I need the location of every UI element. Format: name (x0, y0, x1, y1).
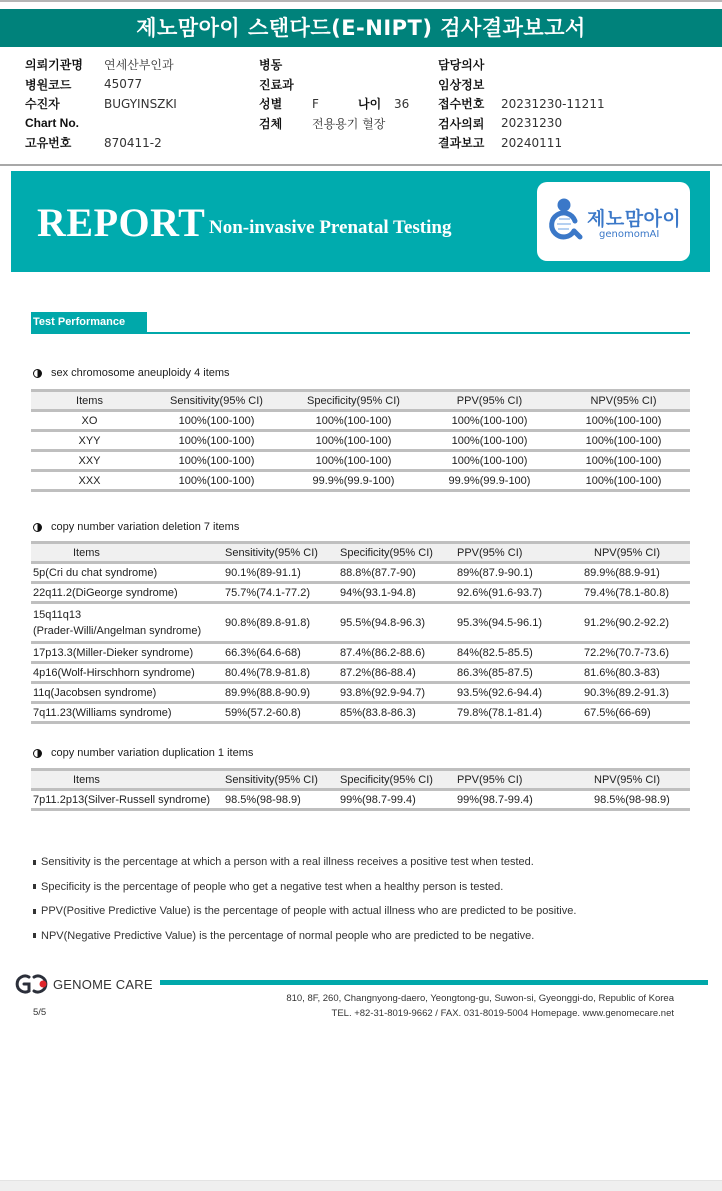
note-item (33, 924, 576, 949)
cell-item: XXX (31, 471, 148, 491)
header-sensitivity: Sensitivity(95% CI) (148, 391, 285, 411)
cell-item: 11q(Jacobsen syndrome) (31, 683, 223, 703)
table-row (31, 563, 690, 583)
label-sex: 성별 (259, 97, 283, 112)
label-result-report: 결과보고 (438, 136, 485, 151)
cell-item-line2: (Prader-Willi/Angelman syndrome) (33, 624, 202, 637)
value-patient: BUGYINSZKI (104, 96, 177, 111)
table-header-row (31, 770, 690, 790)
cell-ppv: 95.3%(94.5-96.1) (455, 603, 582, 643)
table-row (31, 790, 690, 810)
cell-sensitivity: 90.8%(89.8-91.8) (223, 603, 338, 643)
label-receipt-number: 접수번호 (438, 97, 485, 112)
cell-npv: 89.9%(88.9-91) (582, 563, 690, 583)
bottom-strip (0, 1180, 722, 1191)
table-row (31, 643, 690, 663)
table-row (31, 663, 690, 683)
logo-english-text: genomomAI (599, 229, 660, 240)
label-doctor: 담당의사 (438, 58, 485, 73)
group-title-text: copy number variation duplication 1 items (51, 747, 254, 759)
note-text: Specificity is the percentage of people who get a negative test when a healthy person is tested. (41, 880, 504, 893)
genomom-mark-icon (548, 197, 584, 243)
cell-sensitivity: 100%(100-100) (148, 451, 285, 471)
cell-specificity: 95.5%(94.8-96.3) (338, 603, 455, 643)
info-column-3 (438, 55, 605, 153)
value-test-request: 20231230 (501, 116, 563, 131)
label-age: 나이 (358, 97, 382, 112)
info-column-2 (259, 55, 409, 133)
document-title: 제노맘아이 스탠다드(E-NIPT) 검사결과보고서 (0, 9, 722, 47)
cell-ppv: 92.6%(91.6-93.7) (455, 583, 582, 603)
cell-specificity: 99.9%(99.9-100) (285, 471, 422, 491)
table-row (31, 471, 690, 491)
cell-npv: 100%(100-100) (557, 451, 690, 471)
header-items: Items (31, 391, 148, 411)
header-npv: NPV(95% CI) (582, 543, 690, 563)
address-text: 810, 8F, 260, Changnyong-daero, Yeongtong-gu, Suwon-si, Gyeonggi-do, Republic of Korea (286, 993, 674, 1004)
label-department: 진료과 (259, 77, 294, 92)
header-sensitivity: Sensitivity(95% CI) (223, 770, 338, 790)
genomom-logo (537, 182, 690, 261)
bullet-icon (33, 884, 36, 889)
value-result-report: 20240111 (501, 135, 563, 150)
cell-item: 7q11.23(Williams syndrome) (31, 703, 223, 723)
bullet-icon (33, 909, 36, 914)
group-title-deletion (33, 521, 239, 533)
contact-text: TEL. +82-31-8019-9662 / FAX. 031-8019-5004 Homepage. www.genomecare.net (331, 1008, 674, 1019)
cell-item: 5p(Cri du chat syndrome) (31, 563, 223, 583)
table-row (31, 603, 690, 643)
cell-sensitivity: 89.9%(88.8-90.9) (223, 683, 338, 703)
header-items: Items (31, 543, 223, 563)
cell-item: XYY (31, 431, 148, 451)
value-age: 36 (394, 96, 410, 111)
cell-specificity: 100%(100-100) (285, 451, 422, 471)
cell-ppv: 84%(82.5-85.5) (455, 643, 582, 663)
value-hospital-code: 45077 (104, 77, 143, 92)
value-sex: F (312, 96, 319, 111)
table-row (31, 583, 690, 603)
company-name: GENOME CARE (53, 976, 153, 992)
logo-korean-text: 제노맘아이 (587, 208, 682, 230)
top-rule (0, 0, 722, 4)
cell-ppv: 100%(100-100) (422, 411, 557, 431)
report-heading: REPORT (37, 200, 206, 245)
cell-specificity: 85%(83.8-86.3) (338, 703, 455, 723)
cell-npv: 67.5%(66-69) (582, 703, 690, 723)
genome-care-mark-icon (15, 973, 49, 995)
deletion-table (31, 541, 690, 724)
cell-npv: 100%(100-100) (557, 431, 690, 451)
report-banner (11, 171, 710, 272)
table-header-row (31, 543, 690, 563)
cell-sensitivity: 59%(57.2-60.8) (223, 703, 338, 723)
section-header (31, 312, 690, 334)
cell-item: 7p11.2p13(Silver-Russell syndrome) (31, 790, 223, 810)
cell-ppv: 79.8%(78.1-81.4) (455, 703, 582, 723)
cell-sensitivity: 100%(100-100) (148, 411, 285, 431)
footer-accent-line (160, 980, 708, 985)
table-row (31, 451, 690, 471)
half-circle-icon (33, 749, 42, 758)
bullet-icon (33, 860, 36, 865)
footer-address (286, 991, 674, 1021)
cell-ppv: 89%(87.9-90.1) (455, 563, 582, 583)
cell-sensitivity: 80.4%(78.9-81.8) (223, 663, 338, 683)
header-sensitivity: Sensitivity(95% CI) (223, 543, 338, 563)
value-receipt-number: 20231230-11211 (501, 96, 605, 111)
group-title-text: copy number variation deletion 7 items (51, 521, 240, 533)
cell-specificity: 87.4%(86.2-88.6) (338, 643, 455, 663)
cell-npv: 72.2%(70.7-73.6) (582, 643, 690, 663)
note-text: NPV(Negative Predictive Value) is the percentage of normal people who are predicted to be negative. (41, 929, 535, 942)
cell-sensitivity: 98.5%(98-98.9) (223, 790, 338, 810)
group-title-sex-chromosome (33, 367, 230, 379)
cell-item: XO (31, 411, 148, 431)
half-circle-icon (33, 369, 42, 378)
header-specificity: Specificity(95% CI) (338, 770, 455, 790)
cell-ppv: 86.3%(85-87.5) (455, 663, 582, 683)
cell-ppv: 99%(98.7-99.4) (455, 790, 582, 810)
cell-npv: 100%(100-100) (557, 411, 690, 431)
cell-ppv: 99.9%(99.9-100) (422, 471, 557, 491)
bullet-icon (33, 933, 36, 938)
cell-ppv: 100%(100-100) (422, 431, 557, 451)
cell-item: XXY (31, 451, 148, 471)
cell-item-line1: 15q11q13 (33, 608, 82, 621)
table-row (31, 431, 690, 451)
sex-chromosome-table (31, 389, 690, 492)
label-hospital-code: 병원코드 (25, 77, 72, 92)
header-ppv: PPV(95% CI) (422, 391, 557, 411)
cell-sensitivity: 90.1%(89-91.1) (223, 563, 338, 583)
group-title-text: sex chromosome aneuploidy 4 items (51, 367, 230, 379)
cell-npv: 79.4%(78.1-80.8) (582, 583, 690, 603)
note-item (33, 875, 576, 900)
header-items: Items (31, 770, 223, 790)
half-circle-icon (33, 523, 42, 532)
table-row (31, 411, 690, 431)
cell-sensitivity: 100%(100-100) (148, 471, 285, 491)
label-ward: 병동 (259, 58, 283, 73)
cell-item: 4p16(Wolf-Hirschhorn syndrome) (31, 663, 223, 683)
cell-item (31, 603, 223, 643)
label-requesting-institution: 의뢰기관명 (25, 58, 83, 73)
page-number: 5/5 (33, 1007, 47, 1018)
info-column-1 (25, 55, 177, 153)
table-row (31, 683, 690, 703)
label-unique-number: 고유번호 (25, 136, 72, 151)
header-specificity: Specificity(95% CI) (338, 543, 455, 563)
cell-specificity: 100%(100-100) (285, 431, 422, 451)
patient-info (0, 55, 722, 155)
label-chart-no: Chart No. (25, 116, 79, 131)
cell-specificity: 99%(98.7-99.4) (338, 790, 455, 810)
note-item (33, 850, 576, 875)
cell-specificity: 93.8%(92.9-94.7) (338, 683, 455, 703)
cell-sensitivity: 66.3%(64.6-68) (223, 643, 338, 663)
cell-npv: 90.3%(89.2-91.3) (582, 683, 690, 703)
cell-item: 22q11.2(DiGeorge syndrome) (31, 583, 223, 603)
cell-npv: 81.6%(80.3-83) (582, 663, 690, 683)
cell-sensitivity: 100%(100-100) (148, 431, 285, 451)
header-npv: NPV(95% CI) (557, 391, 690, 411)
note-item (33, 899, 576, 924)
cell-npv: 98.5%(98-98.9) (582, 790, 690, 810)
label-patient: 수진자 (25, 97, 60, 112)
cell-ppv: 100%(100-100) (422, 451, 557, 471)
value-unique-number: 870411-2 (104, 135, 162, 150)
report-subtitle: Non-invasive Prenatal Testing (209, 217, 452, 238)
label-specimen: 검체 (259, 116, 283, 131)
duplication-table (31, 768, 690, 811)
cell-specificity: 100%(100-100) (285, 411, 422, 431)
group-title-duplication (33, 747, 253, 759)
value-specimen: 전용용기 혈장 (312, 116, 386, 131)
genome-care-logo (15, 973, 153, 995)
cell-specificity: 87.2%(86-88.4) (338, 663, 455, 683)
cell-npv: 100%(100-100) (557, 471, 690, 491)
note-text: Sensitivity is the percentage at which a person with a real illness receives a positive test when tested. (41, 856, 534, 869)
label-test-request: 검사의뢰 (438, 116, 485, 131)
section-title: Test Performance (31, 312, 147, 332)
table-row (31, 703, 690, 723)
label-clinical-info: 임상정보 (438, 77, 485, 92)
note-text: PPV(Positive Predictive Value) is the percentage of people with actual illness who are predicted to be positive. (41, 905, 577, 918)
cell-item: 17p13.3(Miller-Dieker syndrome) (31, 643, 223, 663)
header-specificity: Specificity(95% CI) (285, 391, 422, 411)
cell-npv: 91.2%(90.2-92.2) (582, 603, 690, 643)
cell-sensitivity: 75.7%(74.1-77.2) (223, 583, 338, 603)
cell-specificity: 94%(93.1-94.8) (338, 583, 455, 603)
divider (0, 164, 722, 166)
definition-notes (33, 850, 576, 948)
cell-ppv: 93.5%(92.6-94.4) (455, 683, 582, 703)
table-header-row (31, 391, 690, 411)
header-npv: NPV(95% CI) (582, 770, 690, 790)
value-requesting-institution: 연세산부인과 (104, 58, 174, 73)
header-ppv: PPV(95% CI) (455, 543, 582, 563)
cell-specificity: 88.8%(87.7-90) (338, 563, 455, 583)
header-ppv: PPV(95% CI) (455, 770, 582, 790)
